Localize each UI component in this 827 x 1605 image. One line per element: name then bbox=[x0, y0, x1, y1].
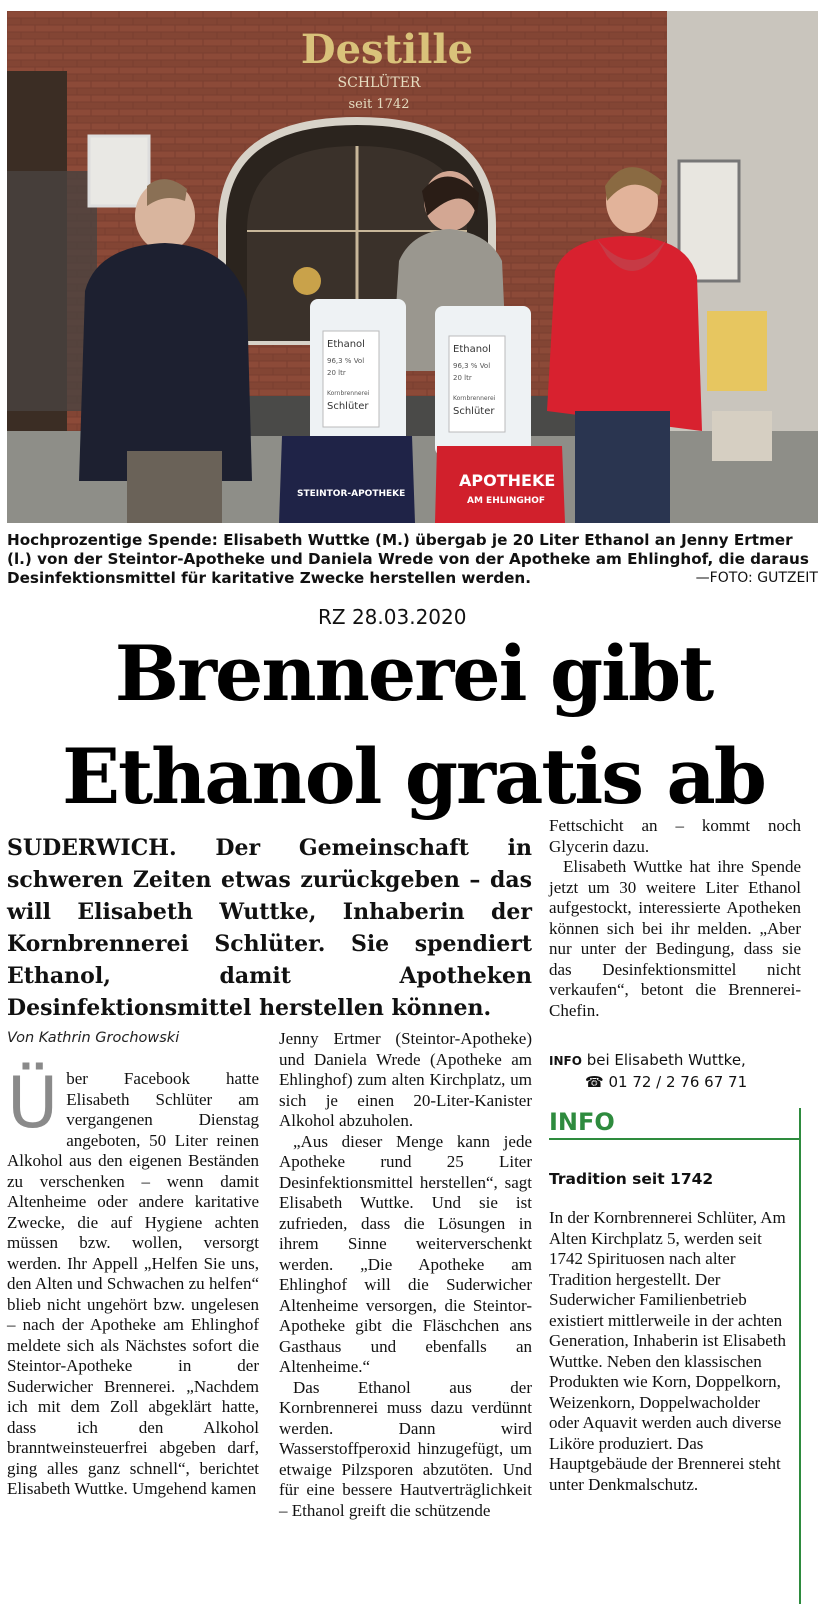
paragraph-5: Fettschicht an – kommt noch Glycerin dazu. bbox=[549, 816, 801, 856]
sign-since: seit 1742 bbox=[348, 97, 410, 112]
photo-credit: —FOTO: GUTZEIT bbox=[695, 570, 818, 586]
paragraph-4: Das Ethanol aus der Kornbrennerei muss dazu verdünnt werden. Dann wird Wasserstoffperoxid hinzugefügt, um etwaige Pilzsporen abzutöten. Und für eine bessere Hautverträglichkeit – Ethanol greift die schützende bbox=[279, 1377, 532, 1520]
photo-caption bbox=[7, 531, 818, 588]
canister-right-line5: Schlüter bbox=[453, 406, 495, 417]
info-box-text: In der Kornbrennerei Schlüter, Am Alten Kirchplatz 5, werden seit 1742 Spirituosen nach alter Tradition hergestellt. Der Suderwicher Familienbetrieb existiert mittlerweile in der achten Generation, Inhaberin ist Elisabeth Wuttke. Neben den klassischen Produkten wie Korn, Doppelkorn, Weizenkorn, Doppelwacholder oder Aquavit werden auch diverse Liköre produziert. Das Hauptgebäude der Brennerei steht unter Denkmalschutz. bbox=[549, 1208, 786, 1494]
canister-left-line3: 20 ltr bbox=[327, 369, 346, 377]
headline bbox=[0, 622, 827, 828]
canister-right-line4: Kornbrennerei bbox=[453, 395, 496, 402]
canister-right-line2: 96,3 % Vol bbox=[453, 362, 491, 370]
phone-number: 01 72 / 2 76 67 71 bbox=[608, 1073, 748, 1091]
paragraph-1 bbox=[7, 1062, 259, 1500]
article-column-2 bbox=[279, 1029, 532, 1521]
bag-right-text-2: AM EHLINGHOF bbox=[467, 496, 546, 506]
info-box bbox=[549, 1108, 801, 1604]
canister-left-line2: 96,3 % Vol bbox=[327, 357, 365, 365]
canister-left-line5: Schlüter bbox=[327, 401, 369, 412]
info-box-subtitle: Tradition seit 1742 bbox=[549, 1170, 714, 1188]
telephone-icon: ☎ bbox=[585, 1073, 604, 1091]
article-column-1 bbox=[7, 1062, 259, 1500]
canister-right-line1: Ethanol bbox=[453, 344, 491, 355]
canister-left-line4: Kornbrennerei bbox=[327, 390, 370, 397]
canister-left-line1: Ethanol bbox=[327, 339, 365, 350]
info-box-title: INFO bbox=[549, 1108, 799, 1140]
paragraph-3: „Aus dieser Menge kann jede Apotheke rund 25 Liter Desinfektionsmittel herstellen“, sagt Elisabeth Wuttke. Und sie ist zufrieden, dass die Lösungen in ihrem Sinne weiterverschenkt werden. „Die Apotheke am Ehlinghof will die Suderwicher Altenheime versorgen, die Steintor-Apotheke gibt die Fläschchen ans Gasthaus und ebenfalls an Altenheime.“ bbox=[279, 1131, 532, 1376]
headline-line-1: Brennerei gibt bbox=[114, 629, 713, 718]
date-stamp: RZ 28.03.2020 bbox=[318, 605, 467, 629]
photo-illustration bbox=[7, 11, 818, 523]
info-contact-text: bei Elisabeth Wuttke, bbox=[586, 1051, 746, 1069]
info-contact bbox=[549, 1050, 801, 1093]
canister-right-line3: 20 ltr bbox=[453, 374, 472, 382]
paragraph-1-text: ber Facebook hatte Elisabeth Schlüter am vergangenen Dienstag angeboten, 50 Liter reinen Alkohol aus den eigenen Beständen zu verschenken – wenn damit Altenheime oder andere karitative Zwecke, die auf Hygiene achten müssen bzw. wollen, versorgt werden. Ihr Appell „Helfen Sie uns, den Alten und Schwachen zu helfen“ blieb nicht ungehört bzw. ungelesen – nach der Apotheke am Ehlinghof meldete sich als Nächstes sofort die Steintor-Apotheke in der Suderwicher Brennerei. „Nachdem ich mit dem Zoll abgeklärt hatte, dass ich den Alkohol branntweinsteuerfrei abgeben darf, ging alles ganz schnell“, berichtet Elisabeth Wuttke. Umgehend kamen bbox=[7, 1069, 259, 1498]
caption-text: Hochprozentige Spende: Elisabeth Wuttke (M.) übergab je 20 Liter Ethanol an Jenny Ertmer (l.) von der Steintor-Apotheke und Daniela Wrede von der Apotheke am Ehlinghof, die daraus Desinfektionsmittel für karitative Zwecke herstellen werden. bbox=[7, 531, 809, 587]
sign-brand: Destille bbox=[300, 26, 474, 73]
lead-paragraph: SUDERWICH. Der Gemeinschaft in schweren Zeiten etwas zurückgeben – das will Elisabeth Wuttke, Inhaberin der Kornbrennerei Schlüter. Sie spendiert Ethanol, damit Apotheken Desinfektionsmittel herstellen können. bbox=[7, 835, 532, 1021]
article-column-3 bbox=[549, 816, 801, 1021]
paragraph-2: Jenny Ertmer (Steintor-Apotheke) und Daniela Wrede (Apotheke am Ehlinghof) zum alten Kirchplatz, um sich je einen 20-Liter-Kanister Alkohol abzuholen. bbox=[279, 1029, 532, 1130]
drop-cap: Ü bbox=[7, 1062, 59, 1144]
bag-right-text-1: APOTHEKE bbox=[459, 471, 556, 490]
news-photo bbox=[7, 11, 818, 523]
headline-line-2: Ethanol gratis ab bbox=[62, 732, 765, 821]
bag-left-text: STEINTOR-APOTHEKE bbox=[297, 489, 406, 499]
paragraph-6: Elisabeth Wuttke hat ihre Spende jetzt um 30 weitere Liter Ethanol aufgestockt, interessierte Apotheken können sich bei ihr melden. „Aber nur unter der Bedingung, dass sie das Desinfektionsmittel nicht verkaufen“, betont die Brennerei-Chefin. bbox=[549, 857, 801, 1020]
sign-name: SCHLÜTER bbox=[337, 75, 421, 91]
info-tag: INFO bbox=[549, 1054, 582, 1068]
byline: Von Kathrin Grochowski bbox=[7, 1030, 180, 1046]
